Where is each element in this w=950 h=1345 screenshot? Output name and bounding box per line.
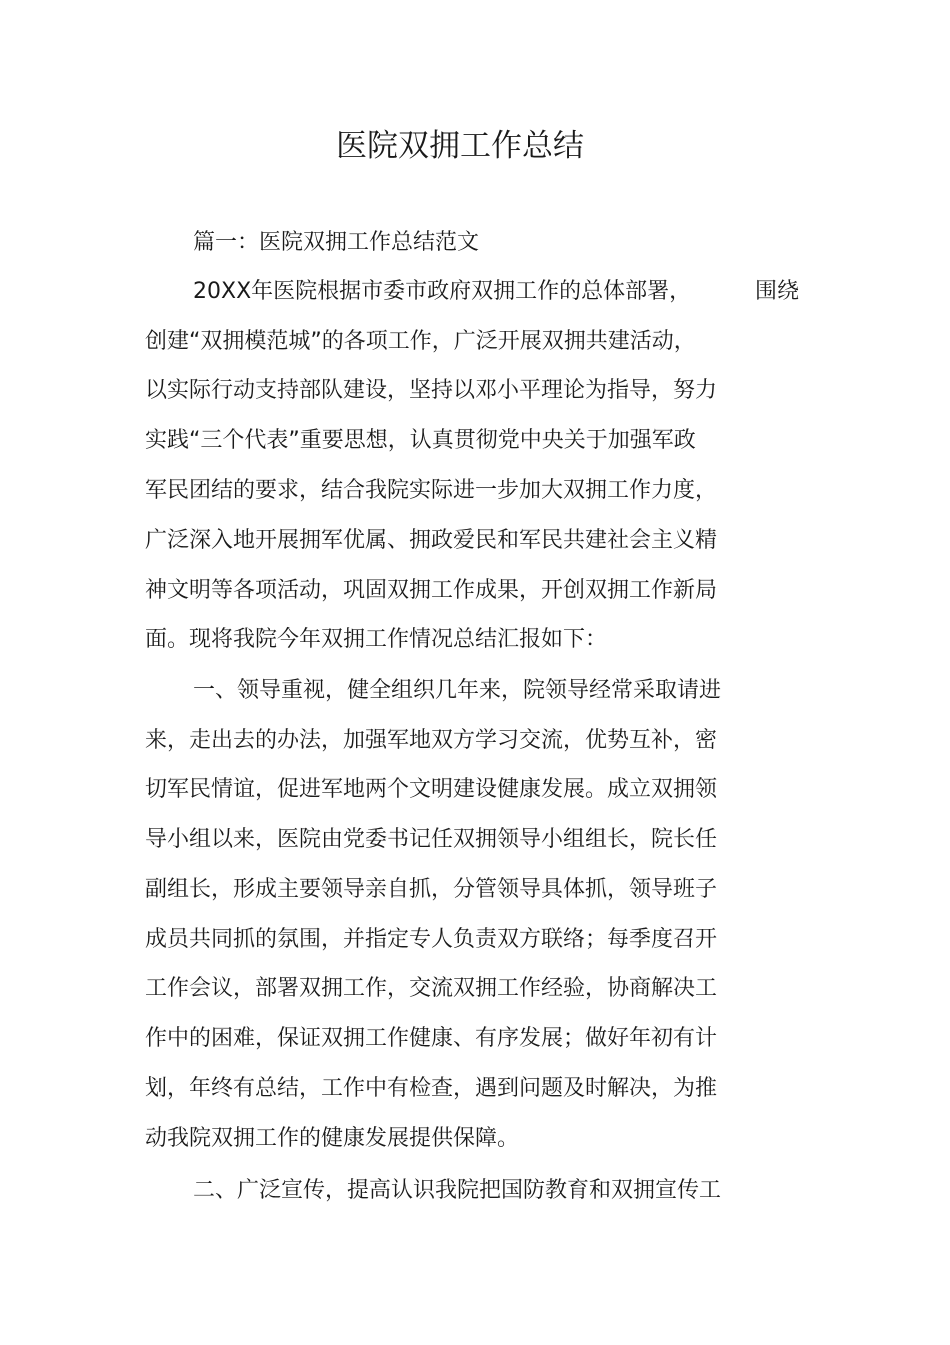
- section-heading: 篇一：医院双拥工作总结范文: [193, 230, 480, 255]
- paragraph-line: 动我院双拥工作的健康发展提供保障。: [145, 1126, 520, 1151]
- paragraph-line: 切军民情谊，促进军地两个文明建设健康发展。成立双拥领: [145, 777, 718, 802]
- paragraph-line: 工作会议，部署双拥工作，交流双拥工作经验，协商解决工: [145, 976, 718, 1001]
- paragraph-line-tail: 围绕: [755, 279, 800, 304]
- paragraph-line: 实践“三个代表”重要思想，认真贯彻党中央关于加强军政: [145, 428, 696, 453]
- paragraph-line: 副组长，形成主要领导亲自抓，分管领导具体抓，领导班子: [145, 877, 718, 902]
- paragraph-line: 广泛深入地开展拥军优属、拥政爱民和军民共建社会主义精: [145, 528, 718, 553]
- paragraph-line: 20XX年医院根据市委市政府双拥工作的总体部署，: [193, 279, 692, 304]
- paragraph-line: 创建“双拥模范城”的各项工作，广泛开展双拥共建活动，: [145, 329, 696, 354]
- paragraph-line: 来，走出去的办法，加强军地双方学习交流，优势互补，密: [145, 728, 718, 753]
- paragraph-line: 成员共同抓的氛围，并指定专人负责双方联络；每季度召开: [145, 927, 718, 952]
- document-title: 医院双拥工作总结: [336, 128, 584, 164]
- paragraph-line: 导小组以来，医院由党委书记任双拥领导小组组长，院长任: [145, 827, 718, 852]
- paragraph-line: 面。现将我院今年双拥工作情况总结汇报如下：: [145, 627, 608, 652]
- paragraph-line: 以实际行动支持部队建设，坚持以邓小平理论为指导，努力: [145, 378, 718, 403]
- paragraph-line: 神文明等各项活动，巩固双拥工作成果，开创双拥工作新局: [145, 578, 718, 603]
- paragraph-line: 划，年终有总结，工作中有检查，遇到问题及时解决，为推: [145, 1076, 718, 1101]
- paragraph-line: 一、领导重视，健全组织几年来，院领导经常采取请进: [193, 678, 722, 703]
- paragraph-line: 军民团结的要求，结合我院实际进一步加大双拥工作力度，: [145, 478, 718, 503]
- paragraph-line: 作中的困难，保证双拥工作健康、有序发展；做好年初有计: [145, 1026, 718, 1051]
- paragraph-line: 二、广泛宣传，提高认识我院把国防教育和双拥宣传工: [193, 1178, 722, 1203]
